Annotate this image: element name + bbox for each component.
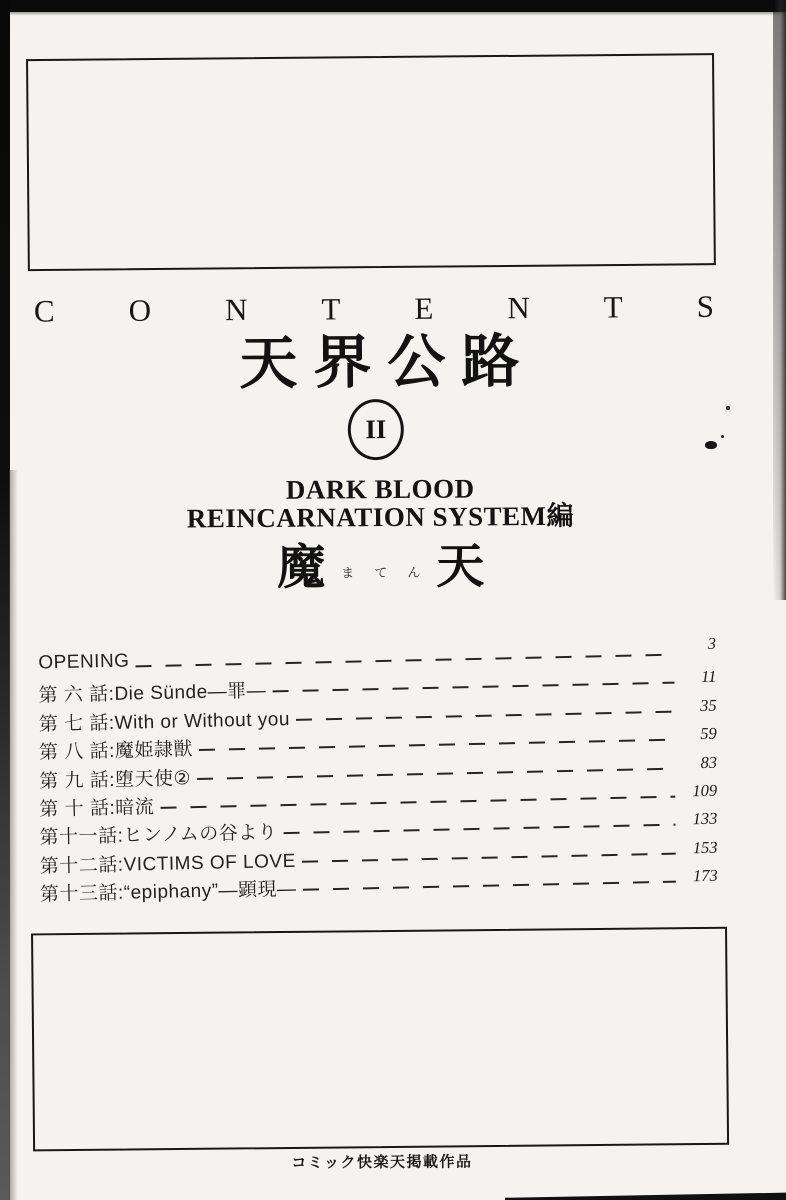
contents-letter: N — [507, 290, 530, 326]
toc-dashed-leader — [302, 852, 676, 863]
toc-page-number: 133 — [692, 809, 718, 829]
contents-letter: T — [321, 291, 341, 327]
contents-letter: S — [696, 288, 715, 324]
toc-label: 第十二話:VICTIMS OF LOVE — [39, 850, 296, 878]
volume-badge — [348, 399, 404, 460]
toc-dashed-leader — [283, 824, 675, 835]
toc-label: 第 七 話:With or Without you — [38, 708, 291, 736]
series-kanji-right: 天 — [436, 540, 485, 594]
furigana-n: ん — [407, 564, 421, 580]
toc-dashed-leader — [199, 739, 675, 752]
bottom-illustration-box — [31, 927, 729, 1152]
toc-list — [38, 633, 718, 908]
toc-label: 第 九 話:堕天使② — [39, 767, 192, 793]
toc-dashed-leader — [197, 767, 675, 780]
arc-subtitle-line2: REINCARNATION SYSTEM編 — [186, 500, 575, 534]
toc-dashed-leader — [303, 881, 676, 892]
toc-dashed-leader — [160, 795, 675, 809]
arc-subtitle-line1: DARK BLOOD — [285, 473, 475, 505]
series-kanji-title — [0, 537, 762, 598]
toc-dashed-leader — [296, 710, 675, 721]
toc-dashed-leader — [136, 654, 675, 668]
toc-dashed-leader — [272, 682, 674, 693]
toc-label: 第 十 話:暗流 — [39, 796, 155, 821]
toc-label: OPENING — [38, 650, 130, 674]
toc-page-number: 59 — [700, 723, 717, 744]
magazine-credit: コミック快楽天掲載作品 — [291, 1153, 473, 1172]
toc-label: 第 六 話:Die Sünde―罪― — [38, 680, 267, 707]
arc-subtitle — [0, 472, 762, 533]
contents-letter: C — [33, 293, 55, 329]
toc-page-number: 3 — [707, 633, 717, 653]
contents-letter: T — [603, 289, 623, 325]
toc-label: 第 八 話:魔姫隷獣 — [38, 739, 194, 764]
series-kanji-left: 魔 — [277, 541, 326, 595]
top-illustration-box — [26, 53, 716, 271]
toc-page-number: 83 — [700, 752, 718, 772]
toc-label: 第十一話:ヒンノムの谷より — [39, 822, 278, 849]
contents-heading — [34, 289, 714, 330]
toc-page-number: 173 — [692, 865, 718, 886]
contents-letter: E — [414, 290, 434, 326]
toc-page-number: 11 — [700, 667, 717, 687]
furigana-ma: ま — [341, 565, 355, 581]
series-main-title: 天界公路 — [239, 329, 536, 397]
volume-number: II — [365, 414, 387, 445]
toc-label: 第十三話:“epiphany”―顕現― — [39, 879, 297, 906]
furigana-te: て — [374, 565, 388, 581]
toc-page-number: 109 — [692, 780, 718, 801]
toc-page-number: 35 — [699, 695, 717, 715]
contents-letter: N — [224, 292, 248, 328]
toc-page-number: 153 — [692, 837, 718, 857]
contents-letter: O — [128, 292, 152, 328]
